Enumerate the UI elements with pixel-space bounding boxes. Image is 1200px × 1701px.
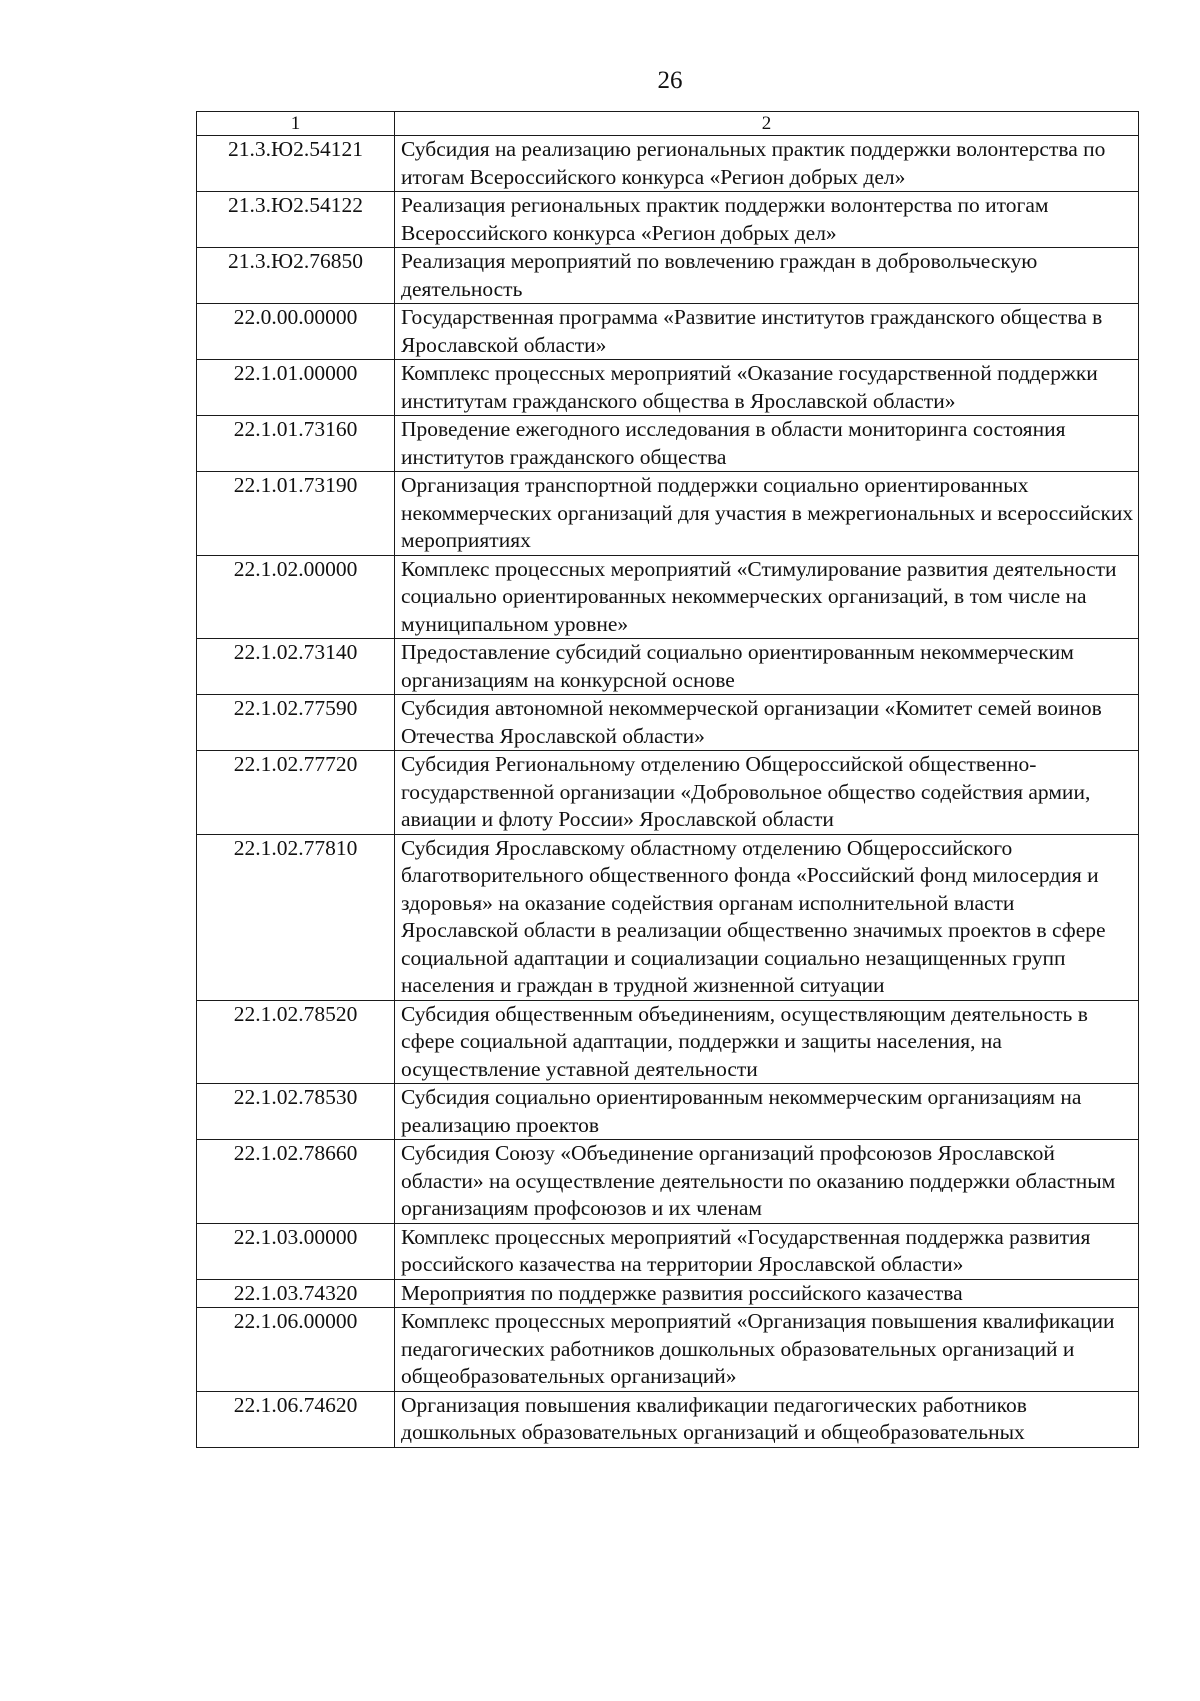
row-description: Субсидия общественным объединениям, осуществляющим деятельность в сфере социальной адаптации, поддержки и защиты населения, на осуществление уставной деятельности	[395, 1000, 1139, 1084]
row-description: Комплекс процессных мероприятий «Стимулирование развития деятельности социально ориентированных некоммерческих организаций, в том числе на муниципальном уровне»	[395, 555, 1139, 639]
table-row	[197, 1223, 1139, 1279]
table-row	[197, 1279, 1139, 1308]
row-description: Организация повышения квалификации педагогических работников дошкольных образовательных организаций и общеобразовательных	[395, 1391, 1139, 1447]
row-code: 22.1.02.77590	[197, 695, 395, 751]
row-description: Субсидия Ярославскому областному отделению Общероссийского благотворительного общественного фонда «Российский фонд милосердия и здоровья» на оказание содействия органам исполнительной власти Ярославской области в реализации общественно значимых проектов в сфере социальной адаптации и социализации социально незащищенных групп населения и граждан в трудной жизненной ситуации	[395, 834, 1139, 1000]
row-code: 22.1.02.77810	[197, 834, 395, 1000]
column-header-1: 1	[197, 112, 395, 136]
row-description: Субсидия Союзу «Объединение организаций профсоюзов Ярославской области» на осуществление деятельности по оказанию поддержки областным организациям профсоюзов и их членам	[395, 1140, 1139, 1224]
row-code: 22.1.02.78520	[197, 1000, 395, 1084]
row-description: Комплекс процессных мероприятий «Государственная поддержка развития российского казачества на территории Ярославской области»	[395, 1223, 1139, 1279]
table-row	[197, 555, 1139, 639]
row-description: Субсидия на реализацию региональных практик поддержки волонтерства по итогам Всероссийского конкурса «Регион добрых дел»	[395, 136, 1139, 192]
row-description: Субсидия социально ориентированным некоммерческим организациям на реализацию проектов	[395, 1084, 1139, 1140]
table-row	[197, 304, 1139, 360]
table-row	[197, 1391, 1139, 1447]
table-row	[197, 751, 1139, 835]
budget-classification-table	[196, 111, 1139, 1448]
row-code: 21.3.Ю2.54121	[197, 136, 395, 192]
table-row	[197, 1000, 1139, 1084]
table-row	[197, 1084, 1139, 1140]
row-description: Государственная программа «Развитие институтов гражданского общества в Ярославской области»	[395, 304, 1139, 360]
row-code: 22.1.02.73140	[197, 639, 395, 695]
row-description: Комплекс процессных мероприятий «Оказание государственной поддержки институтам гражданского общества в Ярославской области»	[395, 360, 1139, 416]
table-row	[197, 834, 1139, 1000]
page-number: 26	[657, 67, 683, 94]
row-code: 22.0.00.00000	[197, 304, 395, 360]
table-row	[197, 416, 1139, 472]
row-code: 22.1.02.00000	[197, 555, 395, 639]
table-row	[197, 695, 1139, 751]
table-row	[197, 472, 1139, 556]
table-row	[197, 136, 1139, 192]
row-code: 22.1.03.74320	[197, 1279, 395, 1308]
row-description: Субсидия Региональному отделению Общероссийской общественно-государственной организации «Добровольное общество содействия армии, авиации и флоту России» Ярославской области	[395, 751, 1139, 835]
row-code: 22.1.03.00000	[197, 1223, 395, 1279]
row-description: Субсидия автономной некоммерческой организации «Комитет семей воинов Отечества Ярославской области»	[395, 695, 1139, 751]
row-description: Проведение ежегодного исследования в области мониторинга состояния институтов гражданского общества	[395, 416, 1139, 472]
row-code: 22.1.02.77720	[197, 751, 395, 835]
row-code: 22.1.01.00000	[197, 360, 395, 416]
row-description: Предоставление субсидий социально ориентированным некоммерческим организациям на конкурсной основе	[395, 639, 1139, 695]
table-row	[197, 639, 1139, 695]
column-header-2: 2	[395, 112, 1139, 136]
table-body	[197, 136, 1139, 1448]
row-description: Мероприятия по поддержке развития российского казачества	[395, 1279, 1139, 1308]
row-code: 21.3.Ю2.76850	[197, 248, 395, 304]
table-header	[197, 112, 1139, 136]
row-code: 22.1.01.73190	[197, 472, 395, 556]
row-code: 22.1.06.00000	[197, 1308, 395, 1392]
row-code: 22.1.06.74620	[197, 1391, 395, 1447]
table-row	[197, 248, 1139, 304]
row-description: Реализация региональных практик поддержки волонтерства по итогам Всероссийского конкурса «Регион добрых дел»	[395, 192, 1139, 248]
table-row	[197, 360, 1139, 416]
row-code: 22.1.01.73160	[197, 416, 395, 472]
row-description: Реализация мероприятий по вовлечению граждан в добровольческую деятельность	[395, 248, 1139, 304]
row-code: 21.3.Ю2.54122	[197, 192, 395, 248]
row-description: Организация транспортной поддержки социально ориентированных некоммерческих организаций для участия в межрегиональных и всероссийских мероприятиях	[395, 472, 1139, 556]
table-header-row	[197, 112, 1139, 136]
row-description: Комплекс процессных мероприятий «Организация повышения квалификации педагогических работников дошкольных образовательных организаций и общеобразовательных организаций»	[395, 1308, 1139, 1392]
table-row	[197, 192, 1139, 248]
row-code: 22.1.02.78530	[197, 1084, 395, 1140]
table-row	[197, 1308, 1139, 1392]
table-row	[197, 1140, 1139, 1224]
row-code: 22.1.02.78660	[197, 1140, 395, 1224]
